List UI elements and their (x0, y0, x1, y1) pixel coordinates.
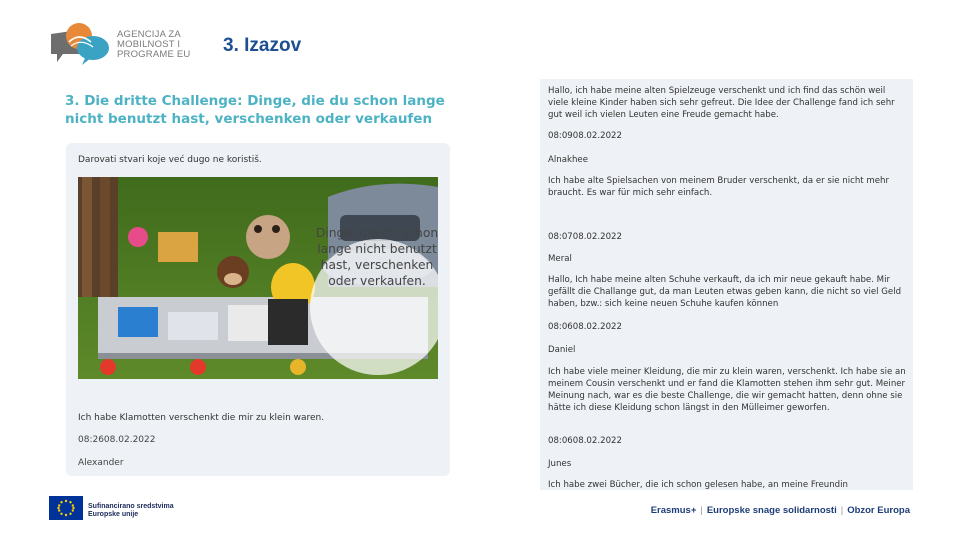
program-erasmus: Erasmus+ (650, 505, 697, 516)
post-timestamp: 08:0608.02.2022 (548, 436, 622, 446)
post-timestamp: 08:0708.02.2022 (548, 232, 622, 242)
agency-logo (49, 20, 115, 66)
agency-line-1: AGENCIJA ZA (117, 29, 181, 40)
post-author: Daniel (548, 345, 576, 355)
post-author: Junes (548, 459, 572, 469)
programs-footer (651, 505, 910, 516)
eu-funding-text (88, 503, 174, 519)
eu-stars-icon (49, 496, 83, 520)
post-text: Hallo, Ich habe meine alten Schuhe verkauft, da ich mir neue gekauft habe. Mir gefällt die Challange gut, da man Leuten etwas geben kann, die nicht so viel Geld haben, bzw.: sich keine neuen Schuhe kaufen können (548, 275, 902, 309)
post-text: Ich habe alte Spielsachen von meinem Bruder verschenkt, da er sie nicht mehr braucht. Es war für mich sehr einfach. (548, 176, 890, 198)
footer-separator: | (700, 505, 703, 516)
eu-line-2: Europske unije (88, 511, 139, 518)
comment-feed (540, 79, 913, 490)
challenge-heading: 3. Die dritte Challenge: Dinge, die du schon lange nicht benutzt hast, verschenken oder verkaufen (65, 93, 445, 127)
agency-name (117, 30, 190, 60)
photo-caption: Dinge, die du schon lange nicht benutzt hast, verschenken oder verkaufen. (315, 226, 439, 288)
eu-line-1: Sufinancirano sredstvima (88, 503, 174, 510)
agency-line-3: PROGRAME EU (117, 49, 191, 60)
comment-author: Alexander (78, 458, 124, 468)
post-author: Meral (548, 254, 572, 264)
post-text: Hallo, ich habe meine alten Spielzeuge verschenkt und ich find das schön weil viele kleine Kinder haben sich sehr gefreut. Die Idee der Challenge fand ich sehr gut weil ich vielen Leuten eine Freude gemacht habe. (548, 86, 895, 120)
post-text: Ich habe viele meiner Kleidung, die mir zu klein waren, verschenkt. Ich habe sie an meinem Cousin verschenkt und er fand die Klamotten stehen ihm sehr gut. Meiner Meinung nach, war es die beste Challenge, die wir gemacht hatten, denn ohne sie hätte ich diese Kleidung schon längst in den Mülleimer geworfen. (548, 367, 906, 413)
agency-line-2: MOBILNOST I (117, 39, 181, 50)
slide-title: 3. Izazov (223, 35, 302, 56)
comment-timestamp: 08:2608.02.2022 (78, 435, 156, 445)
post-text: Ich habe zwei Bücher, die ich schon gelesen habe, an meine Freundin (548, 480, 848, 490)
post-timestamp: 08:0908.02.2022 (548, 131, 622, 141)
footer-separator: | (840, 505, 844, 516)
post-timestamp: 08:0608.02.2022 (548, 322, 622, 332)
eu-flag-icon (49, 496, 83, 520)
comment-text: Ich habe Klamotten verschenkt die mir zu klein waren. (78, 413, 325, 423)
program-horizon: Obzor Europa (847, 505, 910, 516)
program-solidarity: Europske snage solidarnosti (706, 505, 837, 516)
challenge-description: Darovati stvari koje već dugo ne koristiš. (78, 155, 262, 165)
challenge-card (66, 143, 450, 476)
post-author: Alnakhee (548, 155, 588, 165)
logo-icon (49, 20, 115, 66)
